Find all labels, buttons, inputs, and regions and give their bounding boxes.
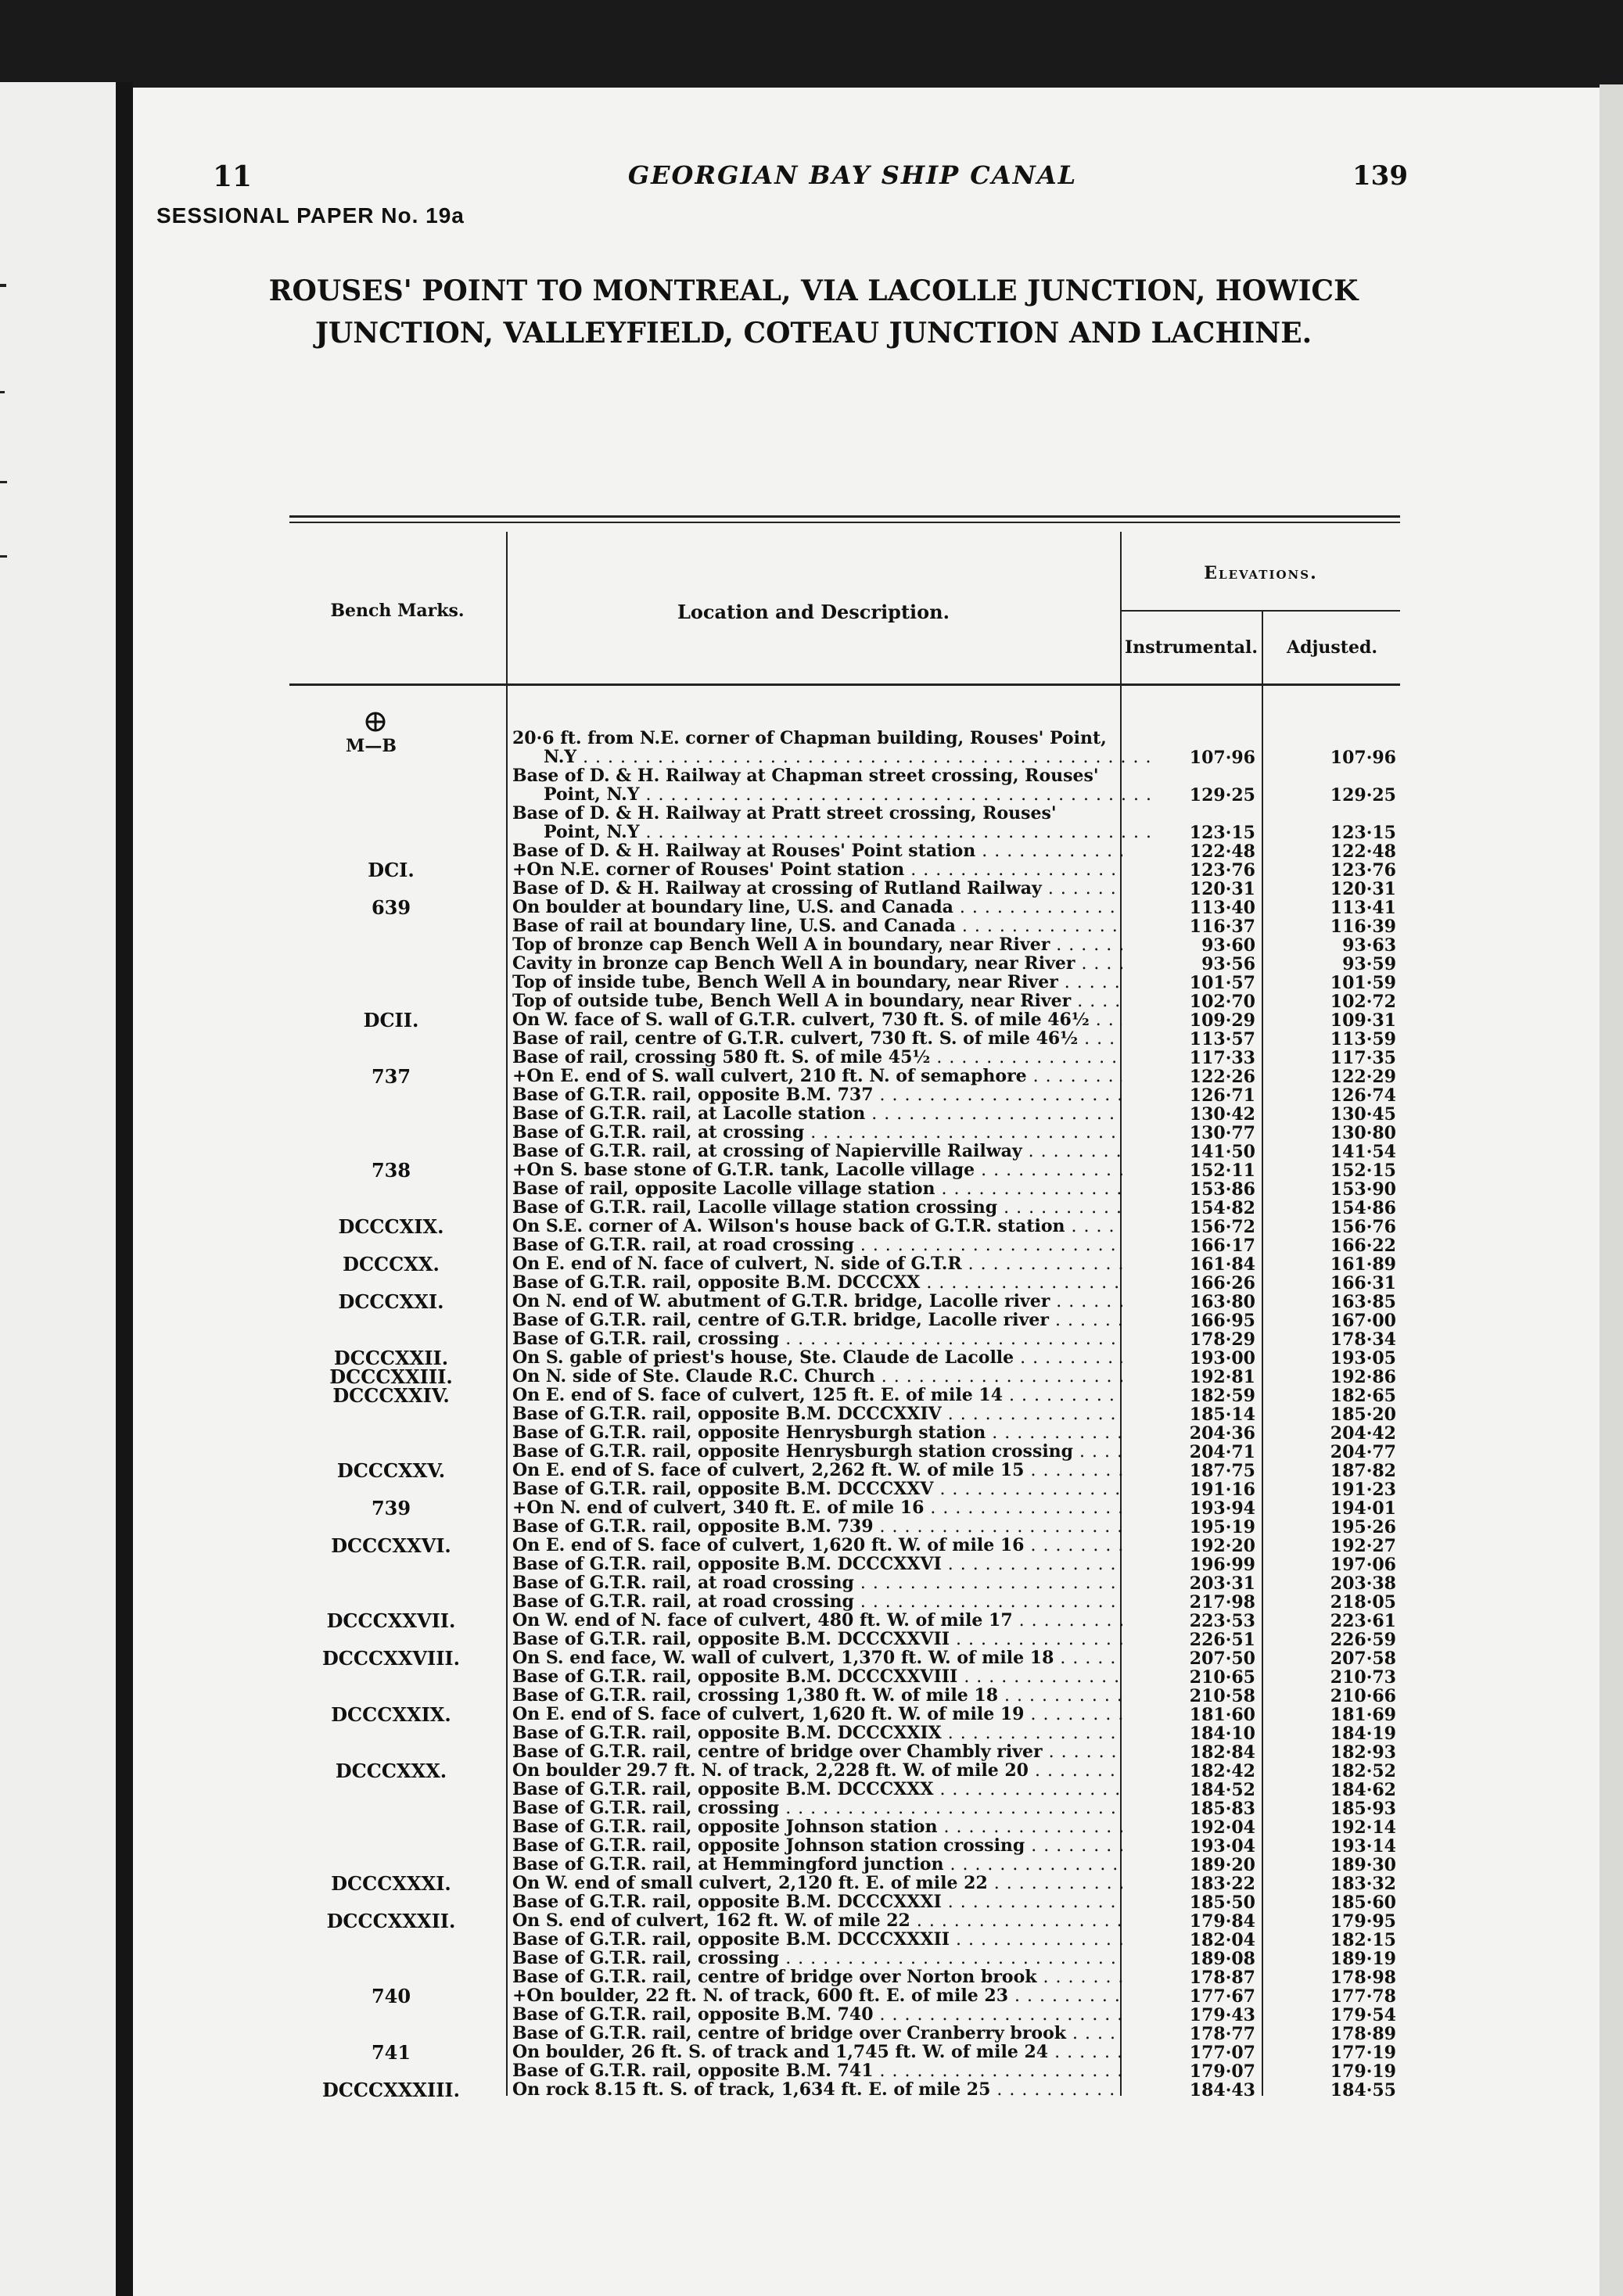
location-description: +On S. base stone of G.T.R. tank, Lacolle village . . . xyxy=(512,1161,1122,1180)
instrumental-elevation: 179·84 xyxy=(1189,1911,1255,1932)
adjusted-elevation: 182·15 xyxy=(1330,1930,1396,1950)
location-description: On S. gable of priest's house, Ste. Claude de Lacolle . . . xyxy=(512,1348,1122,1368)
bench-mark-label: DCCCXXX. xyxy=(335,1760,447,1782)
adjusted-elevation: 122·29 xyxy=(1330,1067,1396,1087)
adjusted-elevation: 210·73 xyxy=(1330,1667,1396,1688)
instrumental-elevation: 184·43 xyxy=(1189,2080,1255,2100)
location-description: On rock 8.15 ft. S. of track, 1,634 ft. E. of mile 25 . . . xyxy=(512,2080,1122,2100)
adjusted-elevation: 192·86 xyxy=(1330,1367,1396,1387)
adjusted-elevation: 192·14 xyxy=(1330,1817,1396,1838)
location-description: Base of G.T.R. rail, Lacolle village station crossing . . . xyxy=(512,1198,1122,1218)
bench-mark-label: DCCCXIX. xyxy=(338,1215,444,1238)
instrumental-elevation: 207·50 xyxy=(1189,1648,1255,1669)
facing-page-mark xyxy=(0,391,5,393)
instrumental-elevation: 178·87 xyxy=(1189,1968,1255,1988)
bench-mark-label: 737 xyxy=(371,1065,411,1088)
header-elevations: Elevations. xyxy=(1204,563,1318,583)
location-description: Base of G.T.R. rail, crossing 1,380 ft. W. of mile 18 . . . xyxy=(512,1686,1122,1706)
instrumental-elevation: 93·56 xyxy=(1201,954,1255,974)
adjusted-elevation: 197·06 xyxy=(1330,1555,1396,1575)
page-edge-shadow xyxy=(1600,84,1623,2296)
adjusted-elevation: 192·27 xyxy=(1330,1536,1396,1556)
adjusted-elevation: 113·41 xyxy=(1330,898,1396,918)
adjusted-elevation: 184·62 xyxy=(1330,1780,1396,1800)
adjusted-elevation: 189·30 xyxy=(1330,1855,1396,1875)
page-title xyxy=(180,270,1447,354)
location-description: Base of G.T.R. rail, opposite Henrysburgh station crossing . . . xyxy=(512,1442,1122,1462)
instrumental-elevation: 122·26 xyxy=(1189,1067,1255,1087)
instrumental-elevation: 193·94 xyxy=(1189,1498,1255,1519)
location-description: Base of D. & H. Railway at Pratt street crossing, Rouses' xyxy=(512,804,1057,823)
bench-mark-label: DCCCXXIV. xyxy=(332,1384,450,1407)
adjusted-elevation: 193·05 xyxy=(1330,1348,1396,1369)
location-description: On boulder at boundary line, U.S. and Canada . . . xyxy=(512,898,1122,917)
location-description: On N. end of W. abutment of G.T.R. bridge, Lacolle river . . . xyxy=(512,1292,1122,1311)
instrumental-elevation: 185·50 xyxy=(1189,1892,1255,1913)
instrumental-elevation: 226·51 xyxy=(1189,1630,1255,1650)
header-location: Location and Description. xyxy=(677,601,950,623)
adjusted-elevation: 185·93 xyxy=(1330,1799,1396,1819)
location-description: Base of G.T.R. rail, opposite B.M. DCCCXXXI . . . xyxy=(512,1892,1122,1912)
adjusted-elevation: 193·14 xyxy=(1330,1836,1396,1857)
location-description: Base of D. & H. Railway at crossing of Rutland Railway . . . xyxy=(512,879,1122,899)
elevations-rule xyxy=(1122,610,1400,612)
instrumental-elevation: 166·17 xyxy=(1189,1236,1255,1256)
adjusted-elevation: 167·00 xyxy=(1330,1311,1396,1331)
instrumental-elevation: 107·96 xyxy=(1189,748,1255,768)
location-description: Base of G.T.R. rail, centre of G.T.R. bridge, Lacolle river . . . xyxy=(512,1311,1122,1330)
location-description: Top of outside tube, Bench Well A in boundary, near River . . . xyxy=(512,992,1122,1011)
adjusted-elevation: 179·95 xyxy=(1330,1911,1396,1932)
instrumental-elevation: 210·65 xyxy=(1189,1667,1255,1688)
instrumental-elevation: 182·84 xyxy=(1189,1742,1255,1763)
adjusted-elevation: 166·31 xyxy=(1330,1273,1396,1293)
instrumental-elevation: 179·43 xyxy=(1189,2005,1255,2025)
adjusted-elevation: 141·54 xyxy=(1330,1142,1396,1162)
bench-mark-label: 738 xyxy=(371,1159,411,1182)
adjusted-elevation: 185·60 xyxy=(1330,1892,1396,1913)
adjusted-elevation: 182·52 xyxy=(1330,1761,1396,1781)
location-description: Base of G.T.R. rail, opposite Johnson station . . . xyxy=(512,1817,1122,1837)
location-description: Base of G.T.R. rail, crossing . . . xyxy=(512,1949,1122,1968)
instrumental-elevation: 223·53 xyxy=(1189,1611,1255,1631)
instrumental-elevation: 182·42 xyxy=(1189,1761,1255,1781)
location-description: Base of rail at boundary line, U.S. and Canada . . . xyxy=(512,917,1122,936)
adjusted-elevation: 117·35 xyxy=(1330,1048,1396,1068)
instrumental-elevation: 116·37 xyxy=(1189,917,1255,937)
bench-mark-label: DCCCXXXI. xyxy=(331,1872,451,1895)
adjusted-elevation: 120·31 xyxy=(1330,879,1396,899)
adjusted-elevation: 126·74 xyxy=(1330,1085,1396,1106)
instrumental-elevation: 192·81 xyxy=(1189,1367,1255,1387)
location-description: +On E. end of S. wall culvert, 210 ft. N. of semaphore . . . xyxy=(512,1067,1122,1086)
location-description: On S.E. corner of A. Wilson's house back of G.T.R. station . . . xyxy=(512,1217,1122,1236)
adjusted-elevation: 185·20 xyxy=(1330,1405,1396,1425)
location-description: Base of G.T.R. rail, centre of bridge over Norton brook . . . xyxy=(512,1968,1122,1987)
adjusted-elevation: 177·19 xyxy=(1330,2043,1396,2063)
instrumental-elevation: 192·04 xyxy=(1189,1817,1255,1838)
instrumental-elevation: 204·36 xyxy=(1189,1423,1255,1444)
instrumental-elevation: 122·48 xyxy=(1189,841,1255,862)
adjusted-elevation: 204·77 xyxy=(1330,1442,1396,1462)
adjusted-elevation: 207·58 xyxy=(1330,1648,1396,1669)
location-description: Base of G.T.R. rail, at crossing . . . xyxy=(512,1123,1122,1143)
location-description: Base of G.T.R. rail, opposite Henrysburgh station . . . xyxy=(512,1423,1122,1443)
bench-mark-label: DCCCXXI. xyxy=(338,1290,444,1313)
instrumental-elevation: 193·00 xyxy=(1189,1348,1255,1369)
instrumental-elevation: 154·82 xyxy=(1189,1198,1255,1218)
adjusted-elevation: 191·23 xyxy=(1330,1480,1396,1500)
adjusted-elevation: 153·90 xyxy=(1330,1179,1396,1200)
adjusted-elevation: 102·72 xyxy=(1330,992,1396,1012)
location-description: Base of G.T.R. rail, opposite B.M. DCCCXXVII . . . xyxy=(512,1630,1122,1649)
instrumental-elevation: 161·84 xyxy=(1189,1254,1255,1275)
instrumental-elevation: 117·33 xyxy=(1189,1048,1255,1068)
location-description: Top of bronze cap Bench Well A in boundary, near River . . . xyxy=(512,935,1122,955)
location-description: Base of G.T.R. rail, centre of bridge over Cranberry brook . . . xyxy=(512,2024,1122,2043)
location-description: Base of D. & H. Railway at Chapman street crossing, Rouses' xyxy=(512,766,1099,785)
instrumental-elevation: 123·15 xyxy=(1189,823,1255,843)
adjusted-elevation: 182·93 xyxy=(1330,1742,1396,1763)
instrumental-elevation: 166·26 xyxy=(1189,1273,1255,1293)
instrumental-elevation: 217·98 xyxy=(1189,1592,1255,1613)
adjusted-elevation: 122·48 xyxy=(1330,841,1396,862)
instrumental-elevation: 113·40 xyxy=(1189,898,1255,918)
bench-mark-label: DCCCXXXIII. xyxy=(321,2079,460,2101)
location-description: Base of G.T.R. rail, opposite B.M. DCCCXXX . . . xyxy=(512,1780,1122,1799)
location-description: 20·6 ft. from N.E. corner of Chapman building, Rouses' Point, xyxy=(512,729,1107,748)
adjusted-elevation: 101·59 xyxy=(1330,973,1396,993)
bench-mark-label: DCI. xyxy=(368,859,415,881)
bench-symbol-letters: M—B xyxy=(346,736,397,755)
instrumental-elevation: 130·77 xyxy=(1189,1123,1255,1143)
instrumental-elevation: 196·99 xyxy=(1189,1555,1255,1575)
adjusted-elevation: 218·05 xyxy=(1330,1592,1396,1613)
instrumental-elevation: 191·16 xyxy=(1189,1480,1255,1500)
instrumental-elevation: 184·52 xyxy=(1189,1780,1255,1800)
adjusted-elevation: 177·78 xyxy=(1330,1986,1396,2007)
instrumental-elevation: 113·57 xyxy=(1189,1029,1255,1049)
page-number: 139 xyxy=(1352,160,1408,192)
location-description: Base of rail, opposite Lacolle village station . . . xyxy=(512,1179,1122,1199)
location-description: Base of G.T.R. rail, opposite B.M. 739 . . . xyxy=(512,1517,1122,1537)
location-description: Base of G.T.R. rail, opposite B.M. DCCCXXIV . . . xyxy=(512,1405,1122,1424)
bench-mark-label: DCCCXXVI. xyxy=(331,1534,451,1557)
bench-mark-label: 741 xyxy=(371,2041,411,2064)
title-line-2: JUNCTION, VALLEYFIELD, COTEAU JUNCTION AND LACHINE. xyxy=(314,317,1312,350)
location-description: On S. end of culvert, 162 ft. W. of mile 22 . . . xyxy=(512,1911,1122,1931)
instrumental-elevation: 185·83 xyxy=(1189,1799,1255,1819)
adjusted-elevation: 182·65 xyxy=(1330,1386,1396,1406)
instrumental-elevation: 129·25 xyxy=(1189,785,1255,805)
instrumental-elevation: 184·10 xyxy=(1189,1724,1255,1744)
location-description: On N. side of Ste. Claude R.C. Church . . . xyxy=(512,1367,1122,1387)
location-description: Base of G.T.R. rail, opposite B.M. DCCCXX . . . xyxy=(512,1273,1122,1293)
location-description: Base of G.T.R. rail, crossing . . . xyxy=(512,1799,1122,1818)
instrumental-elevation: 182·04 xyxy=(1189,1930,1255,1950)
adjusted-elevation: 129·25 xyxy=(1330,785,1396,805)
location-description: +On boulder, 22 ft. N. of track, 600 ft. E. of mile 23 . . . xyxy=(512,1986,1122,2006)
bench-mark-label: DCCCXXVIII. xyxy=(321,1647,460,1670)
instrumental-elevation: 163·80 xyxy=(1189,1292,1255,1312)
adjusted-elevation: 187·82 xyxy=(1330,1461,1396,1481)
adjusted-elevation: 156·76 xyxy=(1330,1217,1396,1237)
bench-mark-label: 739 xyxy=(371,1497,411,1519)
instrumental-elevation: 166·95 xyxy=(1189,1311,1255,1331)
adjusted-elevation: 166·22 xyxy=(1330,1236,1396,1256)
instrumental-elevation: 183·22 xyxy=(1189,1874,1255,1894)
adjusted-elevation: 226·59 xyxy=(1330,1630,1396,1650)
adjusted-elevation: 184·55 xyxy=(1330,2080,1396,2100)
instrumental-elevation: 177·07 xyxy=(1189,2043,1255,2063)
adjusted-elevation: 93·59 xyxy=(1342,954,1396,974)
adjusted-elevation: 178·89 xyxy=(1330,2024,1396,2044)
location-description: Base of G.T.R. rail, at road crossing . . . xyxy=(512,1592,1122,1612)
bench-mark-label: DCCCXXVII. xyxy=(326,1609,456,1632)
bench-mark-label: DCCCXX. xyxy=(343,1253,440,1275)
location-description: Base of rail, centre of G.T.R. culvert, 730 ft. S. of mile 46½ . . . xyxy=(512,1029,1122,1049)
instrumental-elevation: 195·19 xyxy=(1189,1517,1255,1537)
location-description: On E. end of S. face of culvert, 1,620 ft. W. of mile 16 . . . xyxy=(512,1536,1122,1555)
location-description: On S. end face, W. wall of culvert, 1,370 ft. W. of mile 18 . . . xyxy=(512,1648,1122,1668)
column-divider xyxy=(506,532,508,2096)
instrumental-elevation: 177·67 xyxy=(1189,1986,1255,2007)
adjusted-elevation: 123·15 xyxy=(1330,823,1396,843)
adjusted-elevation: 152·15 xyxy=(1330,1161,1396,1181)
location-description: +On N.E. corner of Rouses' Point station . . . xyxy=(512,860,1122,880)
adjusted-elevation: 154·86 xyxy=(1330,1198,1396,1218)
instrumental-elevation: 179·07 xyxy=(1189,2061,1255,2082)
column-divider xyxy=(1262,612,1263,2096)
adjusted-elevation: 113·59 xyxy=(1330,1029,1396,1049)
adjusted-elevation: 210·66 xyxy=(1330,1686,1396,1706)
instrumental-elevation: 153·86 xyxy=(1189,1179,1255,1200)
adjusted-elevation: 178·98 xyxy=(1330,1968,1396,1988)
location-description-continued: Point, N.Y . . . xyxy=(512,785,1154,805)
location-description: Base of G.T.R. rail, opposite B.M. DCCCXXVIII . . . xyxy=(512,1667,1122,1687)
adjusted-elevation: 181·69 xyxy=(1330,1705,1396,1725)
instrumental-elevation: 109·29 xyxy=(1189,1010,1255,1031)
instrumental-elevation: 123·76 xyxy=(1189,860,1255,881)
instrumental-elevation: 130·42 xyxy=(1189,1104,1255,1125)
instrumental-elevation: 120·31 xyxy=(1189,879,1255,899)
instrumental-elevation: 126·71 xyxy=(1189,1085,1255,1106)
location-description: +On N. end of culvert, 340 ft. E. of mile 16 . . . xyxy=(512,1498,1122,1518)
adjusted-elevation: 163·85 xyxy=(1330,1292,1396,1312)
location-description: Base of G.T.R. rail, opposite B.M. DCCCXXV . . . xyxy=(512,1480,1122,1499)
bench-mark-label: DCCCXXIII. xyxy=(329,1365,453,1388)
location-description: Base of G.T.R. rail, opposite B.M. 740 . . . xyxy=(512,2005,1122,2025)
instrumental-elevation: 152·11 xyxy=(1189,1161,1255,1181)
bench-mark-label: DCCCXXXII. xyxy=(326,1910,456,1932)
bench-mark-label: 740 xyxy=(371,1985,411,2007)
adjusted-elevation: 161·89 xyxy=(1330,1254,1396,1275)
location-description-continued: N.Y . . . xyxy=(512,748,1154,767)
location-description: Base of G.T.R. rail, centre of bridge over Chambly river . . . xyxy=(512,1742,1122,1762)
instrumental-elevation: 181·60 xyxy=(1189,1705,1255,1725)
adjusted-elevation: 184·19 xyxy=(1330,1724,1396,1744)
instrumental-elevation: 187·75 xyxy=(1189,1461,1255,1481)
facing-page-mark xyxy=(0,555,7,558)
location-description-continued: Point, N.Y . . . xyxy=(512,823,1154,842)
adjusted-elevation: 130·45 xyxy=(1330,1104,1396,1125)
bench-mark-symbol-icon xyxy=(346,708,432,755)
location-description: Base of G.T.R. rail, opposite B.M. DCCCXXIX . . . xyxy=(512,1724,1122,1743)
facing-page-mark xyxy=(0,481,7,483)
bench-mark-label: DCCCXXII. xyxy=(333,1347,449,1369)
scan-top-border xyxy=(0,0,1623,84)
header-instrumental: Instrumental. xyxy=(1124,637,1259,658)
instrumental-elevation: 93·60 xyxy=(1201,935,1255,956)
location-description: Base of G.T.R. rail, opposite Johnson station crossing . . . xyxy=(512,1836,1122,1856)
book-gutter xyxy=(116,82,133,2296)
header-bottom-rule xyxy=(289,683,1400,686)
instrumental-elevation: 178·77 xyxy=(1189,2024,1255,2044)
location-description: Base of G.T.R. rail, at road crossing . . . xyxy=(512,1236,1122,1255)
instrumental-elevation: 193·04 xyxy=(1189,1836,1255,1857)
adjusted-elevation: 123·76 xyxy=(1330,860,1396,881)
adjusted-elevation: 223·61 xyxy=(1330,1611,1396,1631)
adjusted-elevation: 194·01 xyxy=(1330,1498,1396,1519)
adjusted-elevation: 179·54 xyxy=(1330,2005,1396,2025)
location-description: On W. face of S. wall of G.T.R. culvert, 730 ft. S. of mile 46½ . . . xyxy=(512,1010,1122,1030)
running-title: GEORGIAN BAY SHIP CANAL xyxy=(627,160,1078,190)
instrumental-elevation: 189·08 xyxy=(1189,1949,1255,1969)
adjusted-elevation: 107·96 xyxy=(1330,748,1396,768)
instrumental-elevation: 102·70 xyxy=(1189,992,1255,1012)
instrumental-elevation: 156·72 xyxy=(1189,1217,1255,1237)
adjusted-elevation: 189·19 xyxy=(1330,1949,1396,1969)
adjusted-elevation: 93·63 xyxy=(1342,935,1396,956)
location-description: Base of G.T.R. rail, opposite B.M. 737 . . . xyxy=(512,1085,1122,1105)
bench-mark-label: DCII. xyxy=(363,1009,419,1031)
bench-mark-label: 639 xyxy=(371,896,411,919)
adjusted-elevation: 178·34 xyxy=(1330,1329,1396,1350)
location-description: Base of D. & H. Railway at Rouses' Point station . . . xyxy=(512,841,1122,861)
instrumental-elevation: 141·50 xyxy=(1189,1142,1255,1162)
adjusted-elevation: 109·31 xyxy=(1330,1010,1396,1031)
location-description: On boulder 29.7 ft. N. of track, 2,228 ft. W. of mile 20 . . . xyxy=(512,1761,1122,1781)
table-top-rule-2 xyxy=(289,522,1400,523)
instrumental-elevation: 185·14 xyxy=(1189,1405,1255,1425)
instrumental-elevation: 189·20 xyxy=(1189,1855,1255,1875)
header-bench-marks: Bench Marks. xyxy=(330,601,465,621)
location-description: On E. end of N. face of culvert, N. side of G.T.R . . . xyxy=(512,1254,1122,1274)
instrumental-elevation: 178·29 xyxy=(1189,1329,1255,1350)
bench-mark-label: DCCCXXIX. xyxy=(331,1703,451,1726)
location-description: Base of G.T.R. rail, at road crossing . . . xyxy=(512,1573,1122,1593)
location-description: On E. end of S. face of culvert, 2,262 ft. W. of mile 15 . . . xyxy=(512,1461,1122,1480)
location-description: Base of G.T.R. rail, at crossing of Napierville Railway . . . xyxy=(512,1142,1122,1161)
location-description: Base of rail, crossing 580 ft. S. of mile 45½ . . . xyxy=(512,1048,1122,1067)
instrumental-elevation: 210·58 xyxy=(1189,1686,1255,1706)
adjusted-elevation: 183·32 xyxy=(1330,1874,1396,1894)
location-description: Base of G.T.R. rail, crossing . . . xyxy=(512,1329,1122,1349)
location-description: Top of inside tube, Bench Well A in boundary, near River . . . xyxy=(512,973,1122,992)
facing-page-mark xyxy=(0,284,6,287)
location-description: Base of G.T.R. rail, at Hemmingford junction . . . xyxy=(512,1855,1122,1874)
facing-page-edge xyxy=(0,82,116,2296)
location-description: On boulder, 26 ft. S. of track and 1,745 ft. W. of mile 24 . . . xyxy=(512,2043,1122,2062)
sessional-paper: SESSIONAL PAPER No. 19a xyxy=(156,203,465,228)
adjusted-elevation: 130·80 xyxy=(1330,1123,1396,1143)
adjusted-elevation: 203·38 xyxy=(1330,1573,1396,1594)
adjusted-elevation: 195·26 xyxy=(1330,1517,1396,1537)
location-description: Base of G.T.R. rail, at Lacolle station . . . xyxy=(512,1104,1122,1124)
volume-number: 11 xyxy=(213,160,253,193)
instrumental-elevation: 101·57 xyxy=(1189,973,1255,993)
location-description: On E. end of S. face of culvert, 1,620 ft. W. of mile 19 . . . xyxy=(512,1705,1122,1724)
location-description: Base of G.T.R. rail, opposite B.M. DCCCXXVI . . . xyxy=(512,1555,1122,1574)
bench-mark-label: DCCCXXV. xyxy=(336,1459,446,1482)
header-adjusted: Adjusted. xyxy=(1287,637,1377,658)
location-description: Cavity in bronze cap Bench Well A in boundary, near River . . . xyxy=(512,954,1122,974)
instrumental-elevation: 182·59 xyxy=(1189,1386,1255,1406)
title-line-1: ROUSES' POINT TO MONTREAL, VIA LACOLLE JUNCTION, HOWICK xyxy=(268,274,1359,307)
instrumental-elevation: 192·20 xyxy=(1189,1536,1255,1556)
instrumental-elevation: 203·31 xyxy=(1189,1573,1255,1594)
location-description: On E. end of S. face of culvert, 125 ft. E. of mile 14 . . . xyxy=(512,1386,1122,1405)
location-description: Base of G.T.R. rail, opposite B.M. 741 . . . xyxy=(512,2061,1122,2081)
adjusted-elevation: 179·19 xyxy=(1330,2061,1396,2082)
location-description: On W. end of N. face of culvert, 480 ft. W. of mile 17 . . . xyxy=(512,1611,1122,1631)
table-top-rule xyxy=(289,515,1400,518)
adjusted-elevation: 204·42 xyxy=(1330,1423,1396,1444)
location-description: Base of G.T.R. rail, opposite B.M. DCCCXXXII . . . xyxy=(512,1930,1122,1950)
location-description: On W. end of small culvert, 2,120 ft. E. of mile 22 . . . xyxy=(512,1874,1122,1893)
instrumental-elevation: 204·71 xyxy=(1189,1442,1255,1462)
adjusted-elevation: 116·39 xyxy=(1330,917,1396,937)
